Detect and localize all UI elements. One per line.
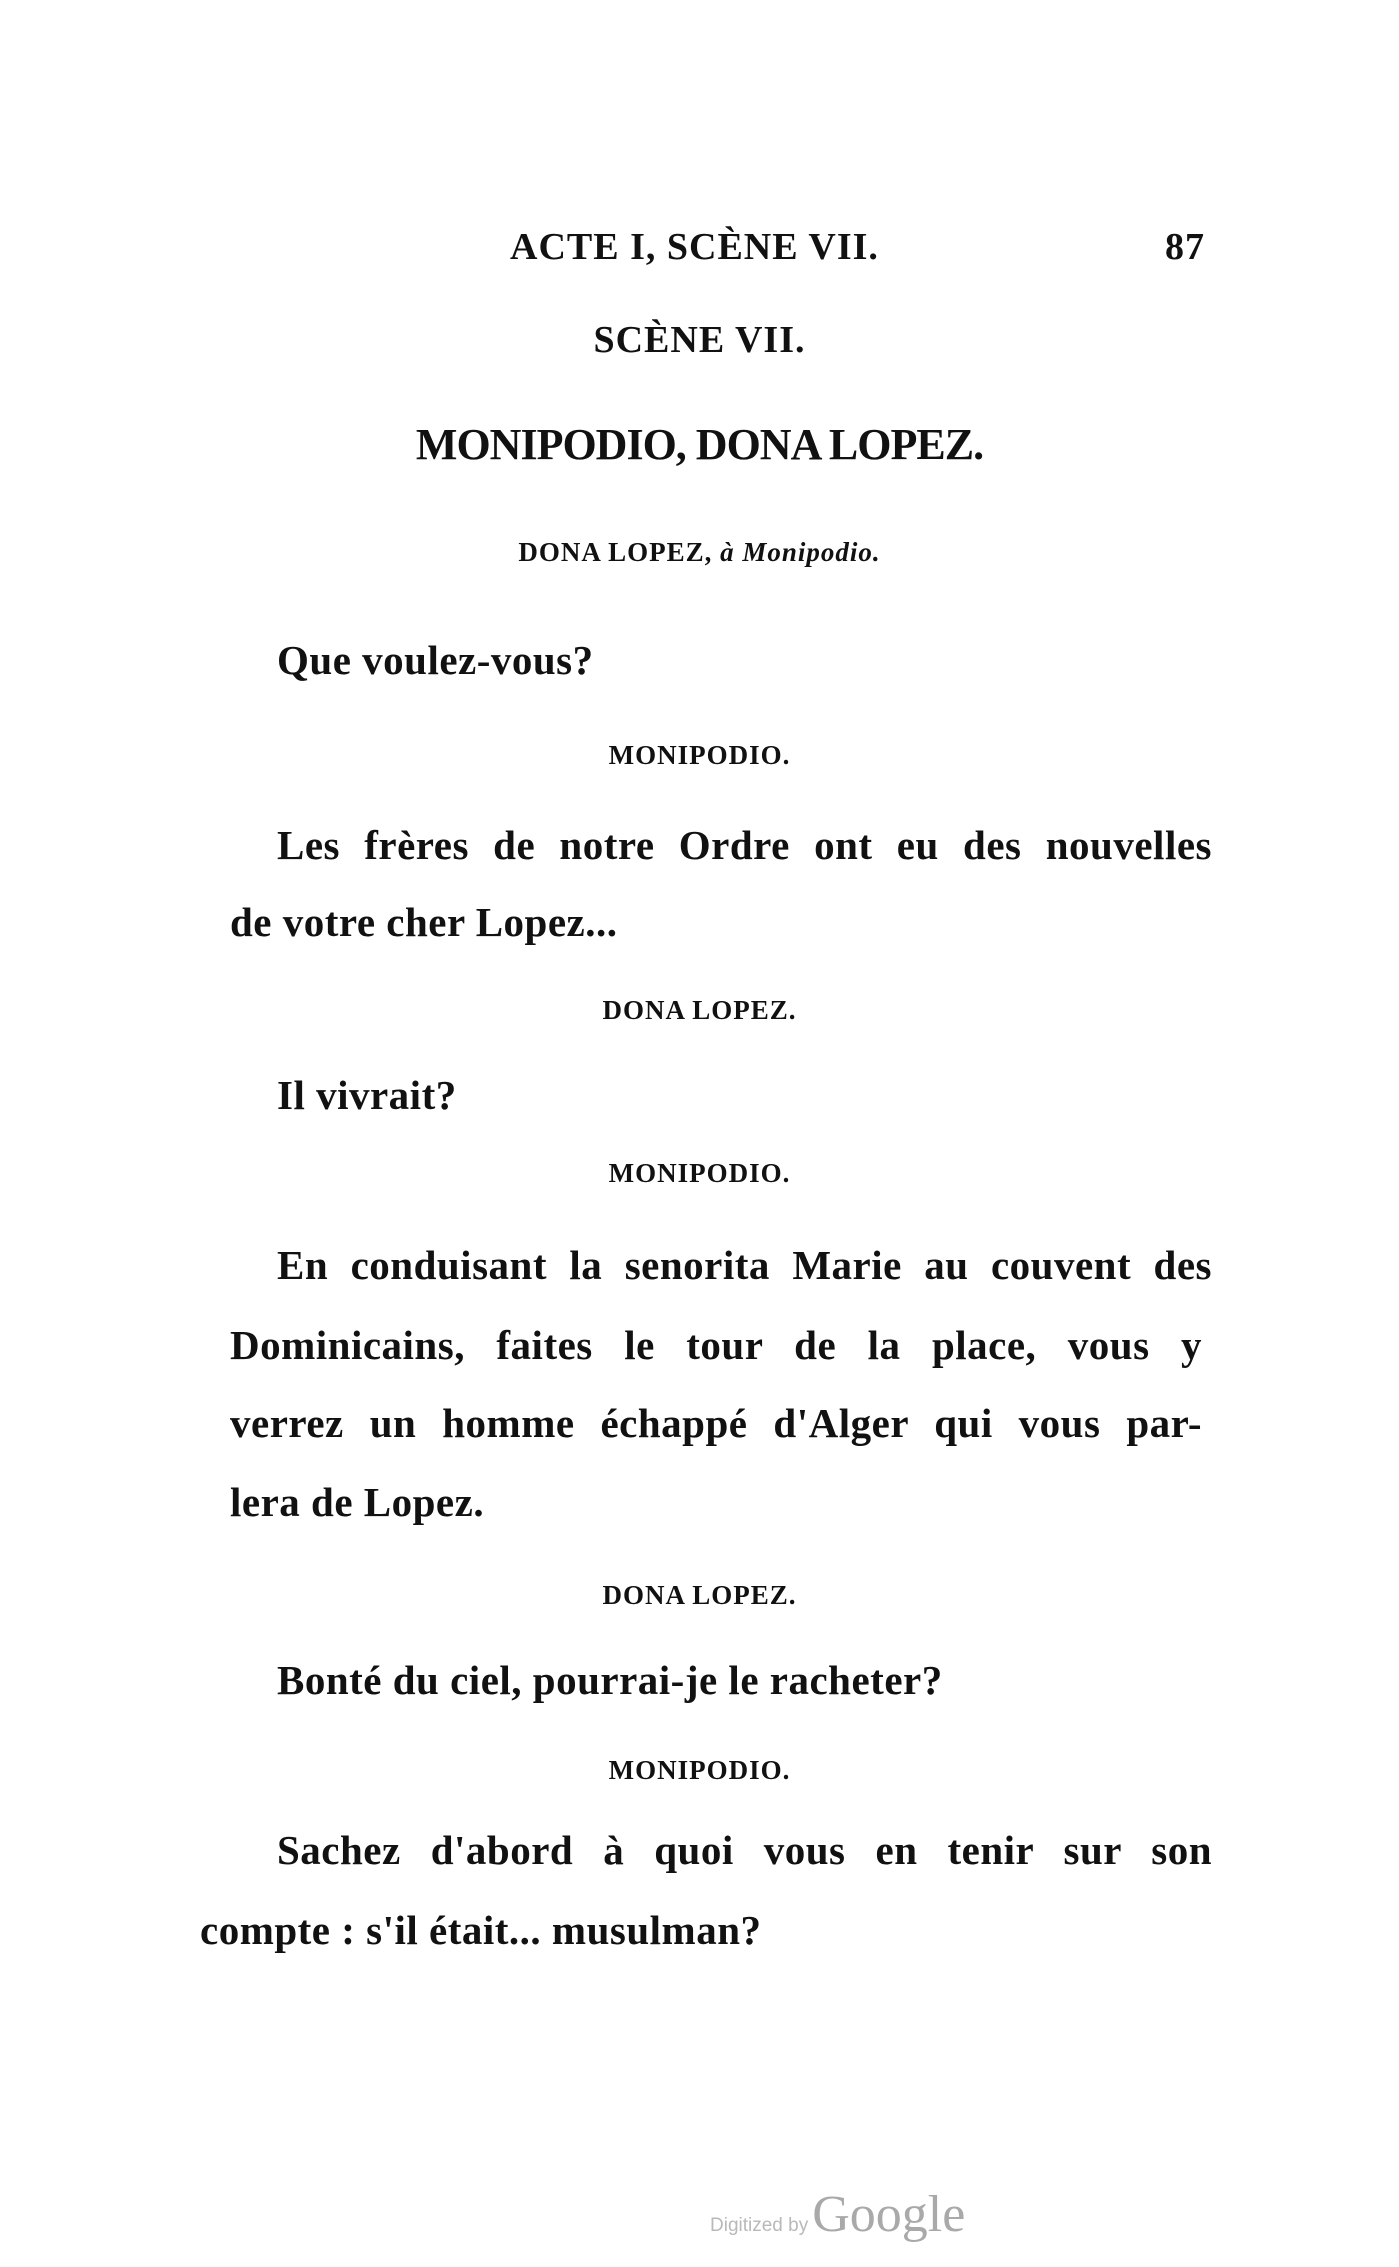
running-head-title: ACTE I, SCÈNE VII.	[510, 226, 879, 268]
speaker-name: MONIPODIO.	[608, 740, 791, 770]
dialogue-line: de votre cher Lopez...	[230, 899, 618, 945]
speaker-name: DONA LOPEZ.	[602, 1580, 797, 1610]
dialogue-line: verrez un homme échappé d'Alger qui vous par-	[230, 1400, 1202, 1446]
dialogue-line: Bonté du ciel, pourrai-je le racheter?	[277, 1657, 943, 1703]
dialogue-line: En conduisant la senorita Marie au couvent des	[277, 1242, 1212, 1288]
cast-list: MONIPODIO, DONA LOPEZ.	[415, 420, 984, 469]
speaker-name: DONA LOPEZ.	[602, 995, 797, 1025]
dialogue-line: Il vivrait?	[277, 1072, 457, 1118]
dialogue-line: Sachez d'abord à quoi vous en tenir sur son	[277, 1827, 1212, 1873]
stage-direction-speaker: DONA LOPEZ,	[518, 537, 713, 567]
page-number: 87	[1165, 226, 1205, 268]
speaker-name: MONIPODIO.	[608, 1158, 791, 1188]
dialogue-line: compte : s'il était... musulman?	[200, 1907, 762, 1953]
digitized-by-google-watermark	[710, 2185, 965, 2244]
dialogue-line: Que voulez-vous?	[277, 637, 594, 683]
dialogue-line: Les frères de notre Ordre ont eu des nouvelles	[277, 822, 1212, 868]
dialogue-line: lera de Lopez.	[230, 1479, 485, 1525]
google-logo: Google	[812, 2186, 966, 2243]
scene-title: SCÈNE VII.	[593, 319, 806, 361]
speaker-name: MONIPODIO.	[608, 1755, 791, 1785]
stage-direction-text: à Monipodio.	[720, 537, 881, 567]
dialogue-line: Dominicains, faites le tour de la place, vous y	[230, 1322, 1202, 1368]
stage-direction	[0, 527, 1399, 577]
watermark-prefix: Digitized by	[710, 2215, 809, 2236]
